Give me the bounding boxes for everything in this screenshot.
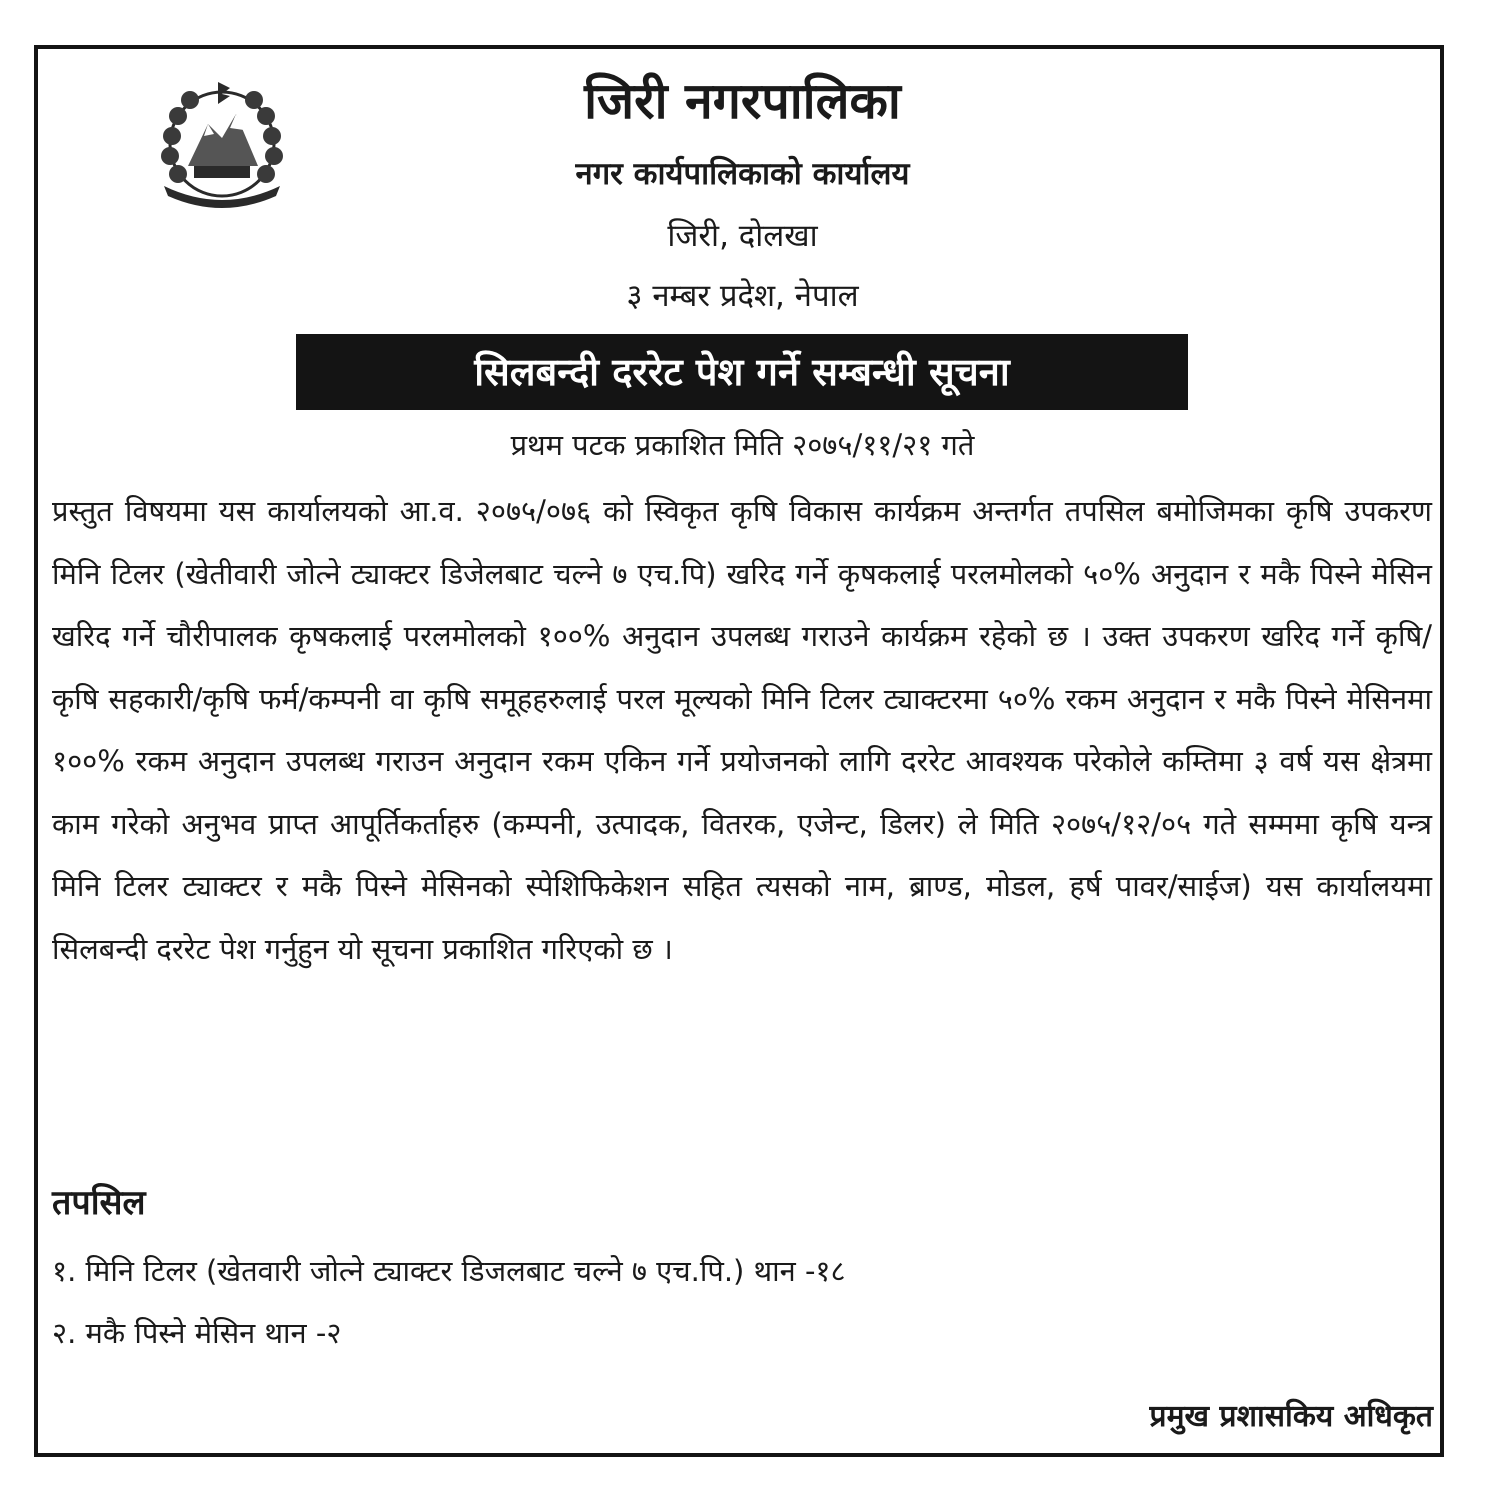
- schedule-item: २. मकै पिस्ने मेसिन थान -२: [52, 1316, 342, 1350]
- nepal-emblem-icon: [148, 74, 296, 214]
- municipality-name: जिरी नगरपालिका: [584, 72, 901, 130]
- signatory: प्रमुख प्रशासकिय अधिकृत: [1149, 1399, 1433, 1434]
- notice-body: प्रस्तुत विषयमा यस कार्यालयको आ.व. २०७५/०७६ को स्विकृत कृषि विकास कार्यक्रम अन्तर्गत तपसिल बमोजिमका कृषि उपकरण मिनि टिलर (खेतीवारी जोत्ने ट्याक्टर डिजेलबाट चल्ने ७ एच.पि) खरिद गर्ने कृषकलाई परलमोलको ५०% अनुदान र मकै पिस्ने मेसिन खरिद गर्ने चौरीपालक कृषकलाई परलमोलको १००% अनुदान उपलब्ध गराउने कार्यक्रम रहेको छ । उक्त उपकरण खरिद गर्ने कृषि/कृषि सहकारी/कृषि फर्म/कम्पनी वा कृषि समूहहरुलाई परल मूल्यको मिनि टिलर ट्याक्टरमा ५०% रकम अनुदान र मकै पिस्ने मेसिनमा १००% रकम अनुदान उपलब्ध गराउन अनुदान रकम एकिन गर्ने प्रयोजनको लागि दररेट आवश्यक परेकोले कम्तिमा ३ वर्ष यस क्षेत्रमा काम गरेको अनुभव प्राप्त आपूर्तिकर्ताहरु (कम्पनी, उत्पादक, वितरक, एजेन्ट, डिलर) ले मिति २०७५/१२/०५ गते सम्ममा कृषि यन्त्र मिनि टिलर ट्याक्टर र मकै पिस्ने मेसिनको स्पेशिफिकेशन सहित त्यसको नाम, ब्राण्ड, मोडल, हर्ष पावर/साईज) यस कार्यालयमा सिलबन्दी दररेट पेश गर्नुहुन यो सूचना प्रकाशित गरिएको छ ।: [52, 494, 1432, 966]
- address-line-2: ३ नम्बर प्रदेश, नेपाल: [626, 278, 859, 314]
- schedule-heading: तपसिल: [52, 1183, 146, 1223]
- publish-date: प्रथम पटक प्रकाशित मिति २०७५/११/२१ गते: [510, 428, 975, 462]
- notice-title: सिलबन्दी दररेट पेश गर्ने सम्बन्धी सूचना: [296, 334, 1188, 410]
- schedule-item: १. मिनि टिलर (खेतवारी जोत्ने ट्याक्टर डिजलबाट चल्ने ७ एच.पि.) थान -१८: [52, 1254, 846, 1288]
- office-name: नगर कार्यपालिकाको कार्यालय: [575, 156, 910, 192]
- address-line-1: जिरी, दोलखा: [667, 218, 818, 254]
- schedule-list: [52, 1240, 846, 1364]
